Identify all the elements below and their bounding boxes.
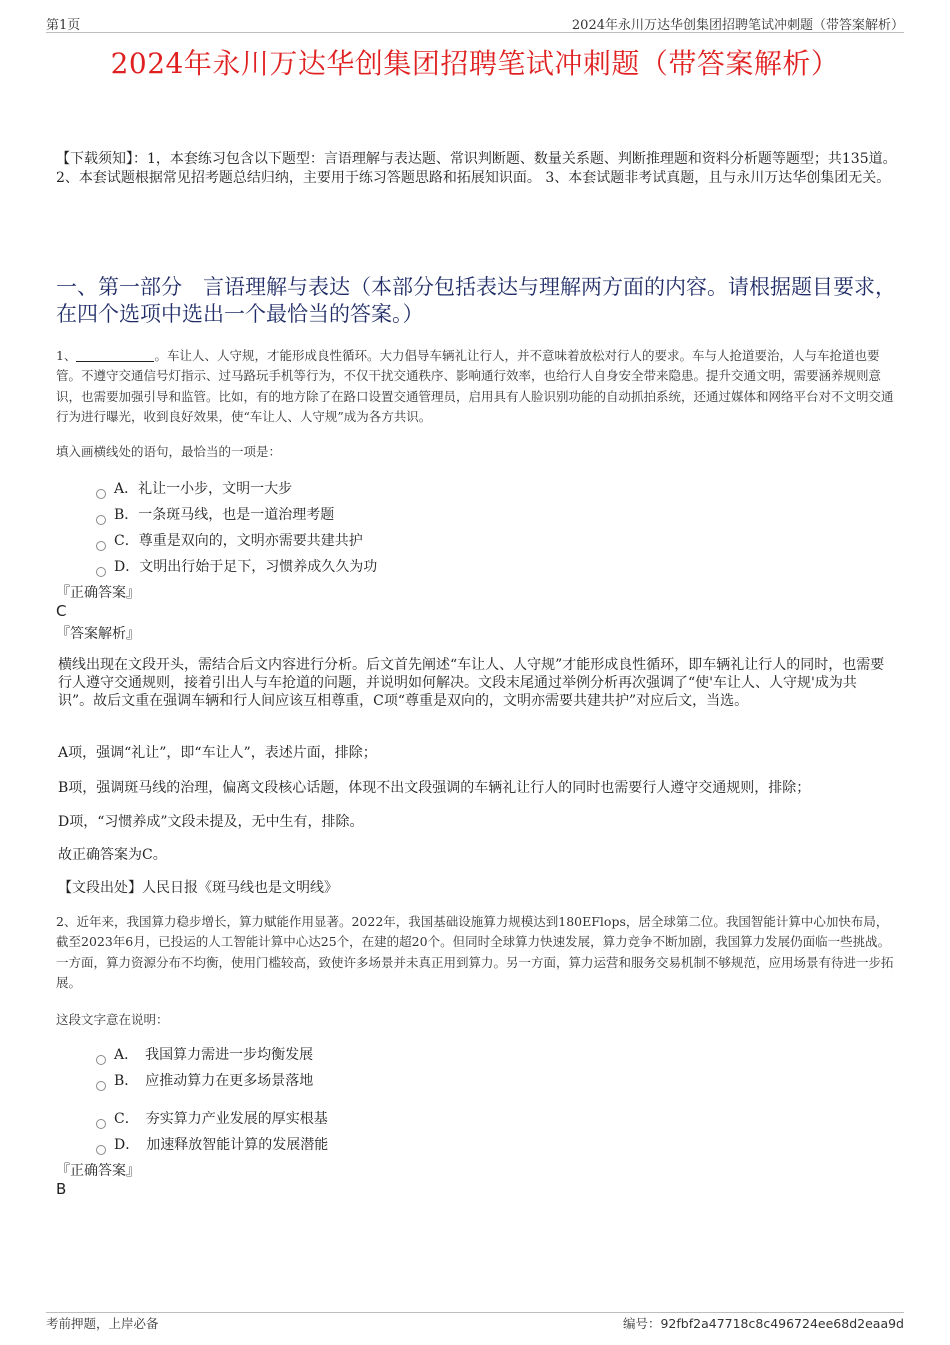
- question-1-reason-b: B项，强调斑马线的治理，偏离文段核心话题，体现不出文段强调的车辆礼让行人的同时也需要行人遵守交通规则，排除；: [58, 780, 811, 796]
- question-2-option-d[interactable]: [96, 1134, 328, 1155]
- question-1-prompt: 填入画横线处的语句，最恰当的一项是：: [56, 444, 282, 459]
- header-divider: [46, 32, 904, 33]
- question-2-prompt: 这段文字意在说明：: [56, 1012, 169, 1027]
- radio-icon[interactable]: [96, 1145, 106, 1155]
- question-1-analysis-label: 『答案解析』: [56, 626, 140, 642]
- question-2-answer: B: [56, 1180, 67, 1198]
- question-1-text: [56, 346, 896, 427]
- question-2-option-a[interactable]: [96, 1044, 313, 1065]
- question-1-option-d[interactable]: [96, 556, 377, 577]
- radio-icon[interactable]: [96, 515, 106, 525]
- running-header-title: 2024年永川万达华创集团招聘笔试冲刺题（带答案解析）: [571, 18, 904, 33]
- footer-slogan: 考前押题，上岸必备: [46, 1316, 159, 1331]
- question-1-answer-label: 『正确答案』: [56, 585, 140, 601]
- section-title: 一、第一部分 言语理解与表达（本部分包括表达与理解两方面的内容。请根据题目要求，在四个选项中选出一个最恰当的答案。）: [56, 275, 896, 326]
- question-1-analysis: 横线出现在文段开头，需结合后文内容进行分析。后文首先阐述“车让人、人守规”才能形成良性循环，即车辆礼让行人的同时，也需要行人遵守交通规则，接着引出人与车抢道的问题，并说明如何解决。文段末尾通过举例分析再次强调了“使'车让人、人守规'成为共识”。故后文重在强调车辆和行人间应该互相尊重，C项“尊重是双向的，文明亦需要共建共护”对应后文，当选。: [58, 657, 885, 709]
- question-2-answer-label: 『正确答案』: [56, 1163, 140, 1179]
- question-1-answer: C: [56, 602, 67, 620]
- radio-icon[interactable]: [96, 1055, 106, 1065]
- document-code-value: 92fbf2a47718c8c496724ee68d2eaa9d: [660, 1316, 904, 1331]
- question-1-body: 。车让人、人守规，才能形成良性循环。大力倡导车辆礼让行人，并不意味着放松对行人的要求。车与人抢道要治，人与车抢道也要管。不遵守交通信号灯指示、过马路玩手机等行为，不仅干扰交通秩序、影响通行效率，也给行人自身安全带来隐患。提升交通文明，需要涵养规则意识，也需要加强引导和监管。比如，有的地方除了在路口设置交通管理员，启用具有人脸识别功能的自动抓拍系统，还通过媒体和网络平台对不文明交通行为进行曝光，收到良好效果，使“车让人、人守规”成为各方共识。: [56, 348, 894, 424]
- question-2-option-c[interactable]: [96, 1108, 328, 1129]
- document-code-label: 编号：: [622, 1316, 661, 1331]
- fill-blank-line: [76, 349, 154, 362]
- option-label: C． 夯实算力产业发展的厚实根基: [114, 1111, 328, 1127]
- option-label: C．尊重是双向的，文明亦需要共建共护: [114, 533, 363, 549]
- question-1-reason-a: A项，强调“礼让”，即“车让人”，表述片面，排除；: [58, 745, 377, 761]
- question-1-option-c[interactable]: [96, 530, 363, 551]
- radio-icon[interactable]: [96, 1119, 106, 1129]
- document-title: 2024年永川万达华创集团招聘笔试冲刺题（带答案解析）: [110, 47, 840, 80]
- question-1-option-b[interactable]: [96, 504, 334, 525]
- radio-icon[interactable]: [96, 567, 106, 577]
- radio-icon[interactable]: [96, 489, 106, 499]
- radio-icon[interactable]: [96, 541, 106, 551]
- option-label: D．文明出行始于足下，习惯养成久久为功: [114, 559, 378, 575]
- radio-icon[interactable]: [96, 1081, 106, 1091]
- page-number: 第1页: [46, 18, 81, 33]
- question-2-option-b[interactable]: [96, 1070, 313, 1091]
- question-1-conclusion: 故正确答案为C。: [58, 847, 167, 863]
- option-label: A． 我国算力需进一步均衡发展: [114, 1047, 314, 1063]
- document-code: [623, 1314, 904, 1332]
- option-label: B．一条斑马线，也是一道治理考题: [114, 507, 335, 523]
- option-label: A．礼让一小步，文明一大步: [114, 481, 293, 497]
- question-1-source: 【文段出处】人民日报《斑马线也是文明线》: [58, 880, 338, 896]
- question-2-text: 2、近年来，我国算力稳步增长，算力赋能作用显著。2022年，我国基础设施算力规模达到180EFlops，居全球第二位。我国智能计算中心加快布局，截至2023年6月，已投运的人工智能计算中心达25个，在建的超20个。但同时全球算力快速发展，算力竞争不断加剧，我国算力发展仍面临一些挑战。一方面，算力资源分布不均衡，使用门槛较高，致使许多场景并未真正用到算力。另一方面，算力运营和服务交易机制不够规范，应用场景有待进一步拓展。: [56, 914, 894, 990]
- download-notice: 【下载须知】：1，本套练习包含以下题型：言语理解与表达题、常识判断题、数量关系题、判断推理题和资料分析题等题型；共135道。 2、本套试题根据常见招考题总结归纳，主要用于练习答题思路和拓展知识面。 3、本套试题非考试真题，且与永川万达华创集团无关。: [56, 151, 897, 186]
- option-label: B． 应推动算力在更多场景落地: [114, 1073, 314, 1089]
- question-1-number: 1、: [56, 348, 77, 363]
- question-1-reason-d: D项，“习惯养成”文段未提及，无中生有，排除。: [58, 814, 364, 830]
- question-1-option-a[interactable]: [96, 478, 292, 499]
- footer-divider: [46, 1312, 904, 1313]
- option-label: D． 加速释放智能计算的发展潜能: [114, 1137, 329, 1153]
